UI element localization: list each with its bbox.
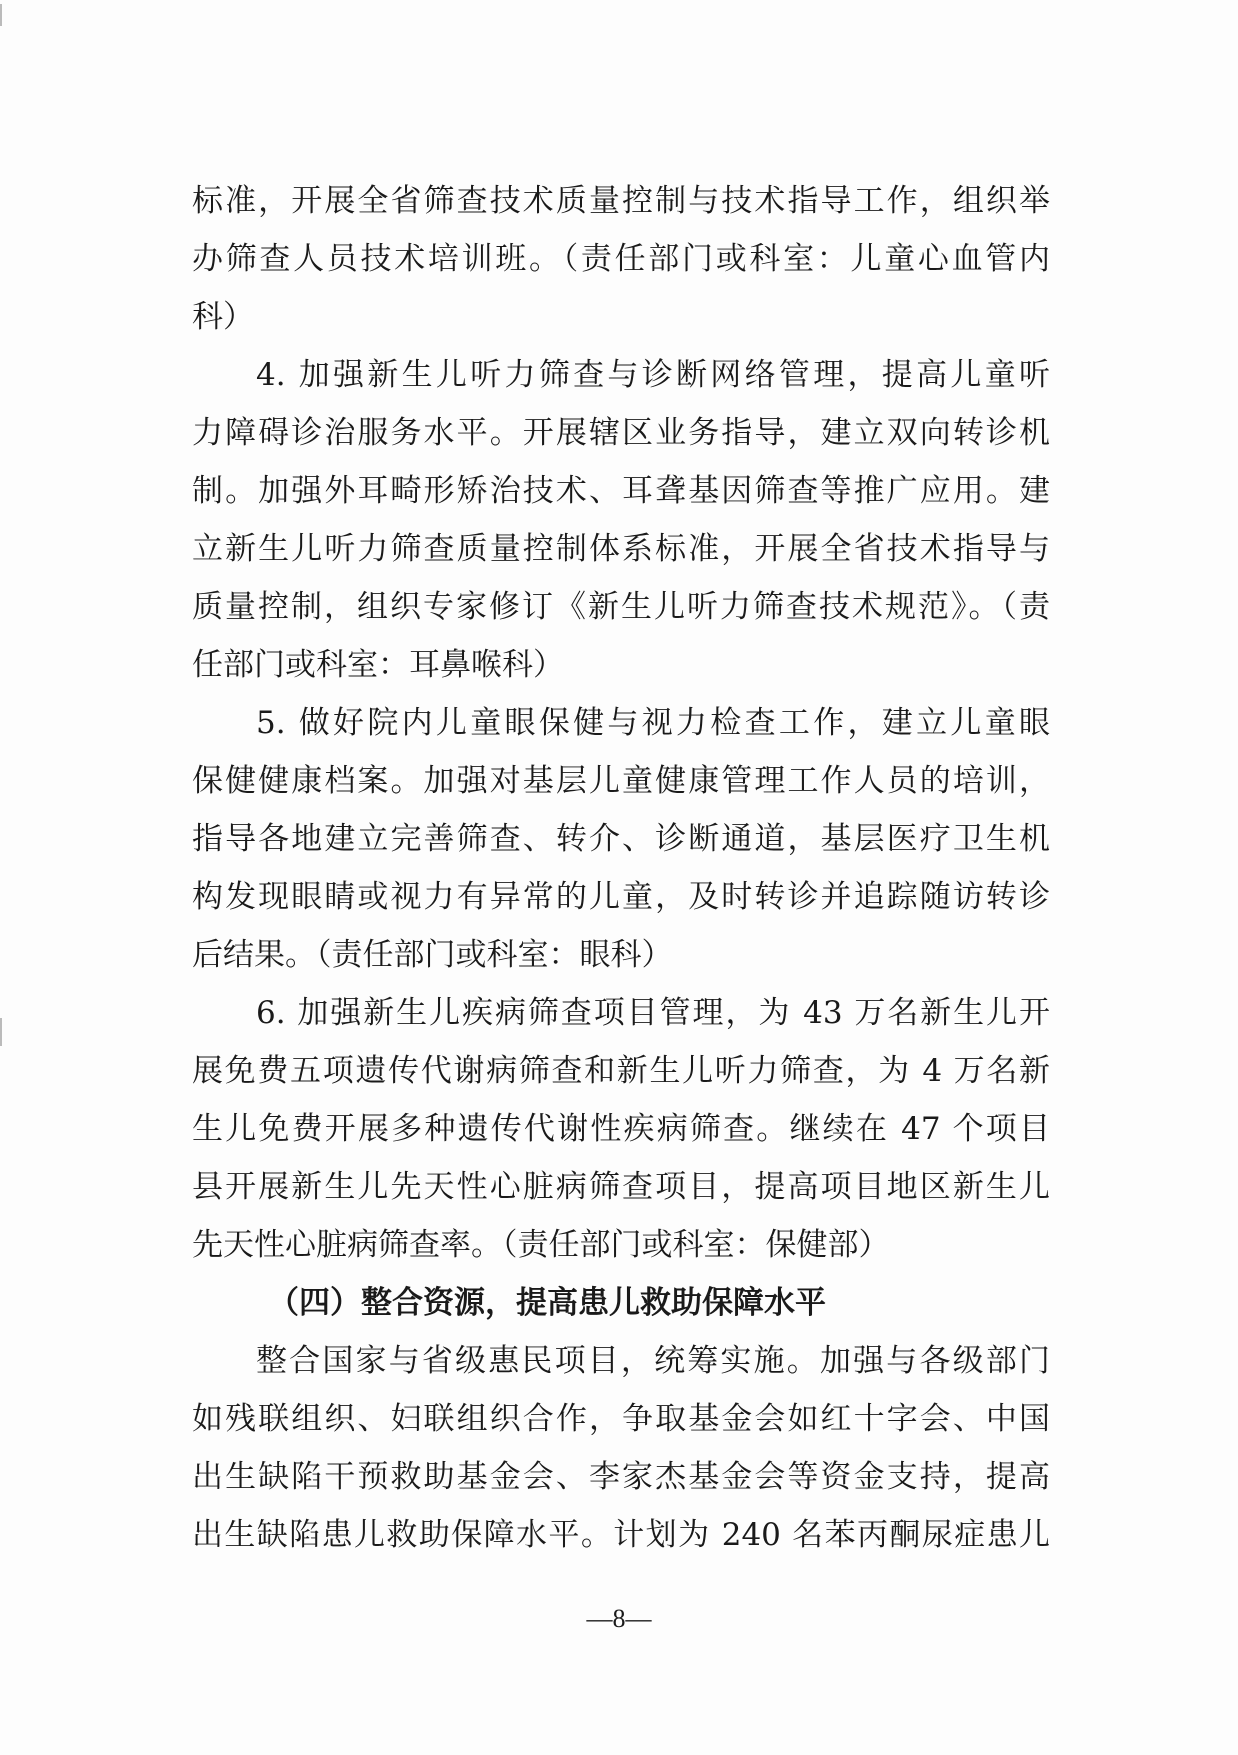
item-5-start: 5. 做好院内儿童眼保健与视力检查工作，建立儿童眼 [256,705,1050,741]
scan-artifact [0,4,2,26]
paragraph-start: 整合国家与省级惠民项目，统筹实施。加强与各级部门 [256,1343,1050,1379]
text-line: 出生缺陷干预救助基金会、李家杰基金会等资金支持，提高 [192,1459,1050,1495]
text-line: 标准，开展全省筛查技术质量控制与技术指导工作，组织举 [192,183,1050,219]
text-line: 力障碍诊治服务水平。开展辖区业务指导，建立双向转诊机 [192,415,1050,451]
text-line: 如残联组织、妇联组织合作，争取基金会如红十字会、中国 [192,1401,1050,1437]
text-line: 后结果。（责任部门或科室：眼科） [192,937,673,973]
item-4-start: 4. 加强新生儿听力筛查与诊断网络管理，提高儿童听 [256,357,1050,393]
text-line: 任部门或科室：耳鼻喉科） [192,647,564,683]
text-line: 生儿免费开展多种遗传代谢性疾病筛查。继续在 47 个项目 [192,1111,1050,1147]
text-line: 科） [192,299,254,335]
text-line: 县开展新生儿先天性心脏病筛查项目，提高项目地区新生儿 [192,1169,1050,1205]
text-line: 保健健康档案。加强对基层儿童健康管理工作人员的培训， [192,763,1050,799]
scan-artifact [0,1018,2,1046]
text-line: 展免费五项遗传代谢病筛查和新生儿听力筛查，为 4 万名新 [192,1053,1050,1089]
section-heading: （四）整合资源，提高患儿救助保障水平 [268,1285,826,1321]
item-6-start: 6. 加强新生儿疾病筛查项目管理，为 43 万名新生儿开 [256,995,1050,1031]
text-line: 构发现眼睛或视力有异常的儿童，及时转诊并追踪随访转诊 [192,879,1050,915]
text-line: 先天性心脏病筛查率。（责任部门或科室：保健部） [192,1227,890,1263]
page-number: —8— [586,1604,652,1633]
text-line: 立新生儿听力筛查质量控制体系标准，开展全省技术指导与 [192,531,1050,567]
text-line: 办筛查人员技术培训班。（责任部门或科室：儿童心血管内 [192,241,1050,277]
text-line: 出生缺陷患儿救助保障水平。计划为 240 名苯丙酮尿症患儿 [192,1517,1050,1553]
body-text [192,172,1050,1564]
text-line: 指导各地建立完善筛查、转介、诊断通道，基层医疗卫生机 [192,821,1050,857]
text-line: 制。加强外耳畸形矫治技术、耳聋基因筛查等推广应用。建 [192,473,1050,509]
text-line: 质量控制，组织专家修订《新生儿听力筛查技术规范》。（责 [192,589,1050,625]
